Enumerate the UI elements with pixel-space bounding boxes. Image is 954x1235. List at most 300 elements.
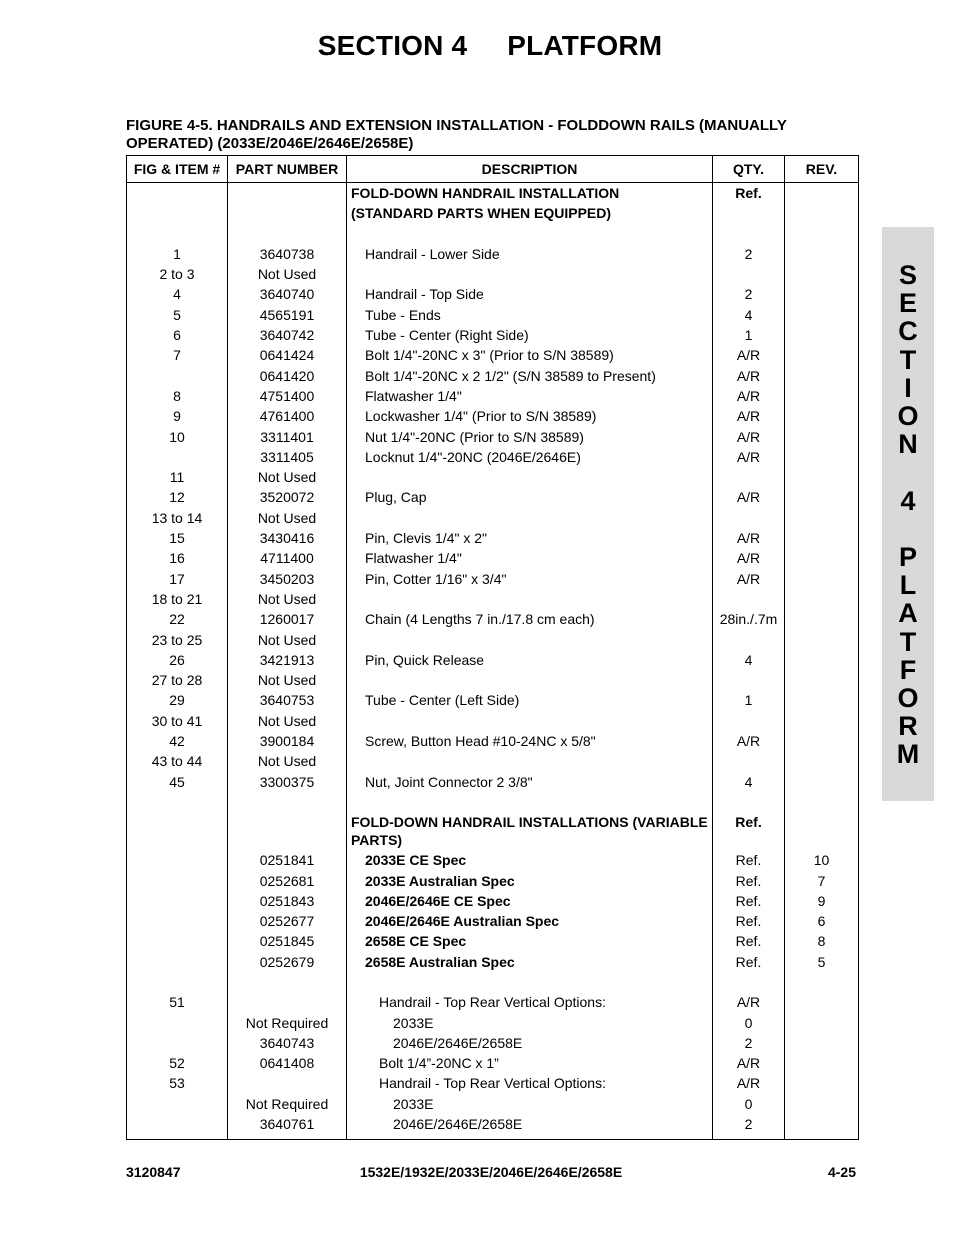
cell-fig-item: 42 [127, 731, 228, 751]
cell-rev [785, 427, 859, 447]
cell-qty: A/R [713, 548, 785, 568]
description-text: 2046E/2646E/2658E [393, 1116, 523, 1133]
cell-part-number: 3450203 [228, 569, 347, 589]
cell-fig-item: 9 [127, 406, 228, 426]
cell-rev: 5 [785, 952, 859, 972]
cell-qty: 1 [713, 325, 785, 345]
cell-qty: A/R [713, 366, 785, 386]
cell-fig-item: 27 to 28 [127, 670, 228, 690]
cell-part-number: 0252681 [228, 871, 347, 891]
cell-rev [785, 467, 859, 487]
cell-fig-item [127, 224, 228, 244]
cell-part-number: Not Used [228, 670, 347, 690]
cell-rev [785, 1094, 859, 1114]
cell-rev [785, 1073, 859, 1093]
cell-description [347, 1013, 713, 1033]
cell-qty [713, 711, 785, 731]
header-qty: QTY. [713, 156, 785, 183]
cell-fig-item: 52 [127, 1053, 228, 1073]
cell-rev [785, 609, 859, 629]
table-row [127, 972, 859, 992]
side-tab-letters [882, 261, 934, 769]
description-text: Pin, Quick Release [365, 651, 485, 668]
cell-part-number: Not Used [228, 711, 347, 731]
cell-fig-item: 15 [127, 528, 228, 548]
cell-rev [785, 1033, 859, 1053]
table-row [127, 366, 859, 386]
table-row [127, 952, 859, 972]
cell-fig-item: 11 [127, 467, 228, 487]
description-text: (STANDARD PARTS WHEN EQUIPPED) [351, 205, 612, 222]
description-text: 2658E Australian Spec [365, 953, 515, 970]
table-row [127, 1073, 859, 1093]
cell-rev [785, 264, 859, 284]
cell-rev [785, 528, 859, 548]
cell-description [347, 427, 713, 447]
cell-fig-item: 4 [127, 284, 228, 304]
cell-rev: 6 [785, 911, 859, 931]
cell-rev [785, 305, 859, 325]
cell-qty: A/R [713, 345, 785, 365]
cell-part-number [228, 812, 347, 850]
description-text: Tube - Center (Right Side) [365, 327, 529, 344]
description-text: Locknut 1/4"-20NC (2046E/2646E) [365, 448, 581, 465]
table-row [127, 1053, 859, 1073]
cell-part-number: 3421913 [228, 650, 347, 670]
description-text: 2046E/2646E/2658E [393, 1034, 523, 1051]
footer-models: 1532E/1932E/2033E/2046E/2646E/2658E [359, 1164, 623, 1180]
cell-fig-item: 26 [127, 650, 228, 670]
cell-qty: 4 [713, 772, 785, 792]
cell-rev [785, 731, 859, 751]
cell-part-number: 3300375 [228, 772, 347, 792]
cell-qty [713, 792, 785, 812]
header-part-number: PART NUMBER [228, 156, 347, 183]
cell-description [347, 711, 713, 731]
section-side-tab [882, 227, 934, 801]
description-text: Handrail - Lower Side [365, 245, 500, 262]
cell-rev [785, 406, 859, 426]
description-text: 2046E/2646E CE Spec [365, 892, 511, 909]
cell-description [347, 891, 713, 911]
cell-part-number: Not Required [228, 1094, 347, 1114]
table-row [127, 548, 859, 568]
cell-fig-item: 23 to 25 [127, 630, 228, 650]
side-tab-letter: E [898, 288, 917, 319]
description-text: 2033E Australian Spec [365, 872, 515, 889]
cell-part-number: 3900184 [228, 731, 347, 751]
cell-description [347, 670, 713, 690]
cell-rev [785, 447, 859, 467]
table-row [127, 871, 859, 891]
cell-description [347, 850, 713, 870]
cell-fig-item [127, 911, 228, 931]
description-text: Nut, Joint Connector 2 3/8" [365, 773, 533, 790]
cell-fig-item: 29 [127, 690, 228, 710]
side-tab-letter: M [896, 739, 920, 770]
cell-fig-item [127, 850, 228, 870]
header-fig-item: FIG & ITEM # [127, 156, 228, 183]
footer-page-number: 4-25 [827, 1164, 856, 1180]
cell-fig-item: 18 to 21 [127, 589, 228, 609]
cell-qty [713, 670, 785, 690]
cell-description [347, 264, 713, 284]
table-row [127, 447, 859, 467]
cell-part-number: 3311405 [228, 447, 347, 467]
cell-fig-item: 10 [127, 427, 228, 447]
cell-description [347, 871, 713, 891]
description-text: Bolt 1/4"-20NC x 2 1/2" (S/N 38589 to Present) [365, 367, 656, 384]
description-text: Chain (4 Lengths 7 in./17.8 cm each) [365, 611, 595, 628]
cell-fig-item: 12 [127, 487, 228, 507]
table-row [127, 569, 859, 589]
cell-qty: Ref. [713, 911, 785, 931]
cell-fig-item [127, 1094, 228, 1114]
description-text: Flatwasher 1/4" [365, 387, 462, 404]
table-row [127, 224, 859, 244]
cell-qty: 0 [713, 1013, 785, 1033]
cell-part-number [228, 792, 347, 812]
table-row [127, 508, 859, 528]
description-text: 2658E CE Spec [365, 933, 467, 950]
table-row [127, 325, 859, 345]
header-description: DESCRIPTION [347, 156, 713, 183]
cell-description [347, 630, 713, 650]
cell-description [347, 650, 713, 670]
cell-fig-item [127, 1013, 228, 1033]
cell-part-number [228, 203, 347, 223]
table-header-row [127, 156, 859, 183]
cell-qty: A/R [713, 487, 785, 507]
side-tab-letter: I [904, 372, 912, 403]
description-text: Bolt 1/4”-20NC x 1” [379, 1055, 499, 1072]
cell-rev [785, 1114, 859, 1140]
cell-rev [785, 670, 859, 690]
cell-description [347, 1094, 713, 1114]
cell-qty [713, 264, 785, 284]
description-text: 2033E [393, 1095, 434, 1112]
table-row [127, 772, 859, 792]
table-row [127, 650, 859, 670]
cell-description [347, 992, 713, 1012]
table-row [127, 731, 859, 751]
cell-description [347, 609, 713, 629]
table-row [127, 1013, 859, 1033]
side-tab-letter: F [899, 654, 917, 685]
cell-rev [785, 325, 859, 345]
cell-qty [713, 508, 785, 528]
cell-qty: 2 [713, 244, 785, 264]
side-tab-letter: O [897, 683, 919, 714]
table-row [127, 1114, 859, 1140]
cell-part-number: 3640742 [228, 325, 347, 345]
cell-qty: Ref. [713, 871, 785, 891]
cell-part-number: 0641408 [228, 1053, 347, 1073]
cell-description [347, 203, 713, 223]
cell-description [347, 406, 713, 426]
cell-qty: A/R [713, 1053, 785, 1073]
cell-part-number: Not Used [228, 467, 347, 487]
footer-doc-number: 3120847 [126, 1164, 181, 1180]
cell-qty: A/R [713, 406, 785, 426]
cell-rev [785, 284, 859, 304]
cell-description [347, 244, 713, 264]
cell-rev: 8 [785, 931, 859, 951]
cell-rev [785, 244, 859, 264]
cell-qty: A/R [713, 1073, 785, 1093]
cell-qty [713, 972, 785, 992]
cell-qty: Ref. [713, 812, 785, 850]
table-row [127, 386, 859, 406]
parts-table [126, 155, 859, 1140]
cell-rev [785, 1013, 859, 1033]
table-row [127, 850, 859, 870]
cell-part-number: 3311401 [228, 427, 347, 447]
side-tab-letter: P [898, 542, 917, 573]
table-row [127, 528, 859, 548]
cell-rev [785, 772, 859, 792]
side-tab-letter [882, 515, 934, 543]
cell-description [347, 911, 713, 931]
cell-rev [785, 508, 859, 528]
cell-fig-item: 5 [127, 305, 228, 325]
cell-rev [785, 1053, 859, 1073]
cell-qty: Ref. [713, 952, 785, 972]
table-row [127, 264, 859, 284]
cell-rev [785, 548, 859, 568]
table-row [127, 345, 859, 365]
cell-fig-item [127, 812, 228, 850]
cell-rev [785, 690, 859, 710]
cell-description [347, 325, 713, 345]
description-text: Pin, Cotter 1/16" x 3/4" [365, 570, 507, 587]
cell-part-number: 0251843 [228, 891, 347, 911]
cell-rev [785, 345, 859, 365]
cell-qty: 2 [713, 284, 785, 304]
cell-rev [785, 630, 859, 650]
table-row [127, 992, 859, 1012]
cell-part-number: 0251841 [228, 850, 347, 870]
description-text: Tube - Ends [365, 306, 441, 323]
cell-qty [713, 589, 785, 609]
cell-qty: Ref. [713, 891, 785, 911]
cell-rev [785, 386, 859, 406]
cell-part-number: Not Used [228, 589, 347, 609]
cell-fig-item [127, 931, 228, 951]
cell-qty: 0 [713, 1094, 785, 1114]
cell-part-number [228, 972, 347, 992]
description-text: 2033E CE Spec [365, 852, 467, 869]
cell-fig-item: 8 [127, 386, 228, 406]
cell-part-number: 3640740 [228, 284, 347, 304]
side-tab-letter: C [898, 316, 918, 347]
cell-qty [713, 467, 785, 487]
side-tab-letter: R [898, 711, 918, 742]
cell-description [347, 284, 713, 304]
cell-rev: 10 [785, 850, 859, 870]
page-footer [126, 1164, 856, 1184]
cell-description [347, 1073, 713, 1093]
cell-qty: A/R [713, 731, 785, 751]
table-row [127, 589, 859, 609]
figure-title-line-2: OPERATED) (2033E/2046E/2646E/2658E) [126, 135, 414, 152]
side-tab-letter: A [898, 598, 918, 629]
cell-qty: Ref. [713, 183, 785, 204]
table-row [127, 467, 859, 487]
description-text: Handrail - Top Rear Vertical Options: [379, 994, 606, 1011]
cell-description [347, 447, 713, 467]
description-text: 2046E/2646E Australian Spec [365, 913, 560, 930]
cell-part-number: 0252679 [228, 952, 347, 972]
side-tab-letter: N [898, 429, 918, 460]
table-row [127, 487, 859, 507]
cell-description [347, 952, 713, 972]
cell-part-number [228, 1073, 347, 1093]
cell-part-number [228, 183, 347, 204]
cell-part-number: 0251845 [228, 931, 347, 951]
cell-fig-item [127, 366, 228, 386]
cell-qty [713, 751, 785, 771]
cell-part-number: Not Used [228, 630, 347, 650]
cell-description [347, 731, 713, 751]
cell-qty: 2 [713, 1033, 785, 1053]
description-text: Lockwasher 1/4" (Prior to S/N 38589) [365, 408, 597, 425]
cell-part-number [228, 992, 347, 1012]
cell-fig-item [127, 891, 228, 911]
section-title: SECTION 4 PLATFORM [317, 30, 663, 61]
cell-qty: Ref. [713, 931, 785, 951]
cell-rev [785, 972, 859, 992]
description-text: Handrail - Top Side [365, 286, 484, 303]
cell-part-number: 3640743 [228, 1033, 347, 1053]
description-text: Pin, Clevis 1/4" x 2" [365, 530, 487, 547]
cell-qty: 2 [713, 1114, 785, 1140]
cell-fig-item [127, 1033, 228, 1053]
cell-qty: A/R [713, 386, 785, 406]
cell-description [347, 792, 713, 812]
cell-description [347, 690, 713, 710]
cell-rev [785, 183, 859, 204]
table-row [127, 630, 859, 650]
cell-qty: A/R [713, 992, 785, 1012]
cell-rev: 9 [785, 891, 859, 911]
cell-description [347, 366, 713, 386]
cell-part-number: 0641424 [228, 345, 347, 365]
cell-description [347, 1114, 713, 1140]
cell-description [347, 528, 713, 548]
description-text: FOLD-DOWN HANDRAIL INSTALLATION [351, 185, 620, 201]
cell-qty: 4 [713, 305, 785, 325]
table-row [127, 244, 859, 264]
cell-part-number: 3520072 [228, 487, 347, 507]
cell-fig-item [127, 1114, 228, 1140]
description-text: Handrail - Top Rear Vertical Options: [379, 1075, 606, 1092]
description-text: FOLD-DOWN HANDRAIL INSTALLATIONS (VARIABLE PARTS) [351, 814, 708, 849]
description-text: Plug, Cap [365, 489, 427, 506]
cell-qty: 4 [713, 650, 785, 670]
cell-part-number: 4565191 [228, 305, 347, 325]
cell-description [347, 487, 713, 507]
table-row [127, 670, 859, 690]
cell-part-number: 3640753 [228, 690, 347, 710]
cell-fig-item: 7 [127, 345, 228, 365]
cell-fig-item: 1 [127, 244, 228, 264]
cell-description [347, 508, 713, 528]
table-row [127, 183, 859, 204]
cell-rev [785, 711, 859, 731]
cell-description [347, 772, 713, 792]
cell-part-number: 3640738 [228, 244, 347, 264]
table-row [127, 812, 859, 850]
cell-rev [785, 569, 859, 589]
side-tab-letter: L [899, 570, 917, 601]
cell-description [347, 1033, 713, 1053]
cell-fig-item: 17 [127, 569, 228, 589]
table-row [127, 690, 859, 710]
figure-title [126, 117, 846, 153]
cell-qty: A/R [713, 528, 785, 548]
side-tab-letter [882, 458, 934, 486]
cell-description [347, 548, 713, 568]
cell-description [347, 972, 713, 992]
cell-part-number: 3640761 [228, 1114, 347, 1140]
cell-fig-item: 16 [127, 548, 228, 568]
cell-qty [713, 224, 785, 244]
cell-part-number: 0252677 [228, 911, 347, 931]
cell-part-number: 3430416 [228, 528, 347, 548]
table-row [127, 305, 859, 325]
description-text: Tube - Center (Left Side) [365, 692, 520, 709]
cell-rev [785, 366, 859, 386]
cell-fig-item [127, 792, 228, 812]
cell-fig-item: 45 [127, 772, 228, 792]
table-row [127, 711, 859, 731]
cell-part-number: 1260017 [228, 609, 347, 629]
cell-rev [785, 224, 859, 244]
cell-fig-item: 13 to 14 [127, 508, 228, 528]
cell-fig-item [127, 871, 228, 891]
cell-qty: A/R [713, 569, 785, 589]
cell-rev [785, 203, 859, 223]
table-row [127, 609, 859, 629]
cell-fig-item: 43 to 44 [127, 751, 228, 771]
figure-title-line-1: FIGURE 4-5. HANDRAILS AND EXTENSION INSTALLATION - FOLDDOWN RAILS (MANUALLY [126, 117, 787, 134]
cell-description [347, 345, 713, 365]
side-tab-letter: S [898, 260, 917, 290]
cell-description [347, 183, 713, 204]
cell-part-number: 4751400 [228, 386, 347, 406]
table-row [127, 427, 859, 447]
cell-description [347, 305, 713, 325]
cell-fig-item [127, 203, 228, 223]
description-text: Bolt 1/4"-20NC x 3" (Prior to S/N 38589) [365, 347, 614, 364]
table-row [127, 911, 859, 931]
cell-part-number: 4761400 [228, 406, 347, 426]
cell-qty: 28in./.7m [713, 609, 785, 629]
side-tab-letter: O [897, 401, 919, 432]
cell-part-number: 0641420 [228, 366, 347, 386]
cell-rev: 7 [785, 871, 859, 891]
cell-qty: A/R [713, 447, 785, 467]
table-row [127, 203, 859, 223]
side-tab-letter: T [899, 344, 917, 375]
cell-fig-item: 2 to 3 [127, 264, 228, 284]
description-text: 2033E [393, 1014, 434, 1031]
table-row [127, 406, 859, 426]
cell-fig-item: 53 [127, 1073, 228, 1093]
description-text: Flatwasher 1/4" [365, 550, 462, 567]
cell-part-number: Not Required [228, 1013, 347, 1033]
